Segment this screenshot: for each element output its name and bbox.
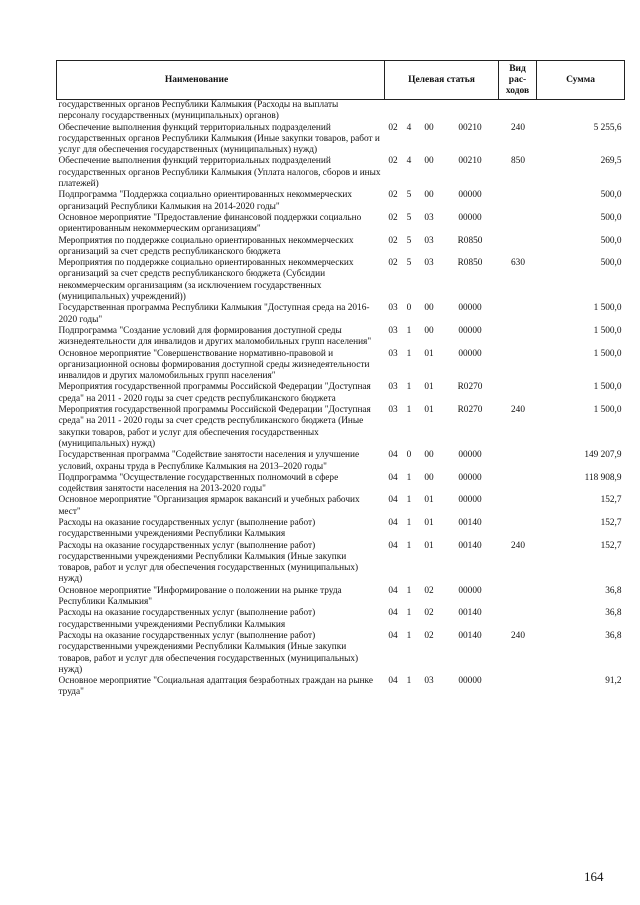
row-expense-kind [499, 190, 537, 213]
row-program-code: 02 [388, 235, 398, 246]
row-event-code: 00 [424, 450, 434, 461]
row-name: Мероприятия государственной программы Российской Федерации "Доступная среда" на 2011 - 2020 годы за счет средств республиканского бюджета (Иные закупки товаров, работ и услуг для обеспечения государственных (муниципальных) нужд) [58, 405, 371, 449]
page-number: 164 [584, 869, 604, 884]
row-sum: 36,8 [605, 630, 622, 641]
row-expense-kind [499, 518, 537, 541]
row-subprogram-code: 1 [406, 540, 412, 551]
table-row [57, 190, 625, 213]
row-direction-code: R0270 [457, 382, 483, 393]
row-program-code: 04 [388, 540, 398, 551]
row-event-code: 01 [424, 405, 434, 416]
row-expense-kind [499, 303, 537, 326]
row-expense-kind [499, 213, 537, 236]
row-name: государственных органов Республики Калмыкия (Расходы на выплаты персоналу государственных (муниципальных) органов) [58, 100, 339, 122]
row-event-code: 01 [424, 495, 434, 506]
row-direction-code: R0850 [457, 258, 483, 269]
row-direction-code: 00140 [458, 630, 482, 641]
header-name: Наименование [57, 61, 385, 100]
row-program-code: 02 [388, 212, 398, 223]
row-sum: 152,7 [600, 517, 622, 528]
row-expense-kind [499, 676, 537, 699]
row-sum: 500,0 [600, 212, 622, 223]
row-event-code: 00 [424, 122, 434, 133]
row-direction-code: 00000 [458, 676, 482, 687]
row-name: Основное мероприятие "Предоставление финансовой поддержки социально ориентированным некоммерческим организациям" [58, 212, 362, 235]
row-expense-kind: 240 [511, 122, 525, 133]
table-row [57, 586, 625, 609]
row-subprogram-code: 1 [406, 585, 412, 596]
row-program-code: 03 [388, 348, 398, 359]
row-sum: 1 500,0 [593, 325, 622, 336]
row-program-code: 03 [388, 382, 398, 393]
row-direction-code: R0270 [457, 405, 483, 416]
row-direction-code: 00000 [458, 303, 482, 314]
header-sum: Сумма [537, 61, 625, 100]
row-sum: 269,5 [600, 156, 622, 167]
row-sum: 500,0 [600, 190, 622, 201]
budget-table [56, 60, 625, 699]
table-row [57, 326, 625, 349]
row-expense-kind: 630 [511, 258, 525, 269]
row-subprogram-code: 1 [406, 630, 412, 641]
row-subprogram-code: 4 [406, 122, 412, 133]
table-row [57, 382, 625, 405]
header-expense-kind: Вид рас-ходов [499, 61, 537, 100]
row-sum: 500,0 [600, 235, 622, 246]
row-name: Подпрограмма "Создание условий для формирования доступной среды жизнедеятельности для инвалидов и других маломобильных групп населения" [58, 325, 372, 348]
row-expense-kind: 240 [511, 405, 525, 416]
table-row [57, 676, 625, 699]
row-expense-kind [499, 450, 537, 473]
row-name: Мероприятия государственной программы Российской Федерации "Доступная среда" на 2011 - 2020 годы за счет средств республиканского бюджета [58, 382, 371, 404]
table-row [57, 100, 625, 123]
table-row [57, 631, 625, 676]
row-name: Расходы на оказание государственных услуг (выполнение работ) государственными учреждениями Республики Калмыкия (Иные закупки товаров, работ и услуг для обеспечения государственных (муниципальных) нужд) [58, 540, 359, 585]
row-event-code: 03 [424, 676, 434, 687]
row-name: Мероприятия по поддержке социально ориентированных некоммерческих организаций за счет средств республиканского бюджета [58, 235, 354, 257]
table-row [57, 495, 625, 518]
row-program-code: 02 [388, 258, 398, 269]
row-program-code: 04 [388, 630, 398, 641]
row-program-code: 03 [388, 303, 398, 314]
table-body [57, 100, 625, 699]
row-subprogram-code: 1 [406, 325, 412, 336]
row-sum: 152,7 [600, 540, 622, 551]
row-name: Расходы на оказание государственных услуг (выполнение работ) государственными учреждениями Республики Калмыкия (Иные закупки товаров, работ и услуг для обеспечения государственных (муниципальных) нужд) [58, 630, 359, 675]
row-event-code [417, 100, 441, 123]
row-name: Государственная программа "Содействие занятости населения и улучшение условий, охраны труда в Республике Калмыкия на 2013–2020 годы" [58, 450, 360, 472]
row-expense-kind [499, 349, 537, 383]
table-row [57, 450, 625, 473]
row-subprogram-code: 1 [406, 472, 412, 483]
row-sum: 36,8 [605, 585, 622, 596]
row-event-code: 00 [424, 303, 434, 314]
table-row [57, 236, 625, 259]
row-event-code: 03 [424, 212, 434, 223]
row-event-code: 03 [424, 235, 434, 246]
row-program-code: 02 [388, 122, 398, 133]
row-direction-code: 00000 [458, 585, 482, 596]
row-subprogram-code: 5 [406, 258, 412, 269]
row-name: Мероприятия по поддержке социально ориентированных некоммерческих организаций за счет средств республиканского бюджета (Субсидии некоммерческим организациям (за исключением государственных (муниципальных) учреждений)) [58, 258, 354, 303]
row-subprogram-code: 5 [406, 190, 412, 201]
row-expense-kind: 850 [511, 156, 525, 167]
row-subprogram-code: 0 [406, 450, 412, 461]
row-program-code: 04 [388, 585, 398, 596]
row-program-code: 04 [388, 450, 398, 461]
row-event-code: 01 [424, 540, 434, 551]
row-name: Подпрограмма "Поддержка социально ориентированных некоммерческих организаций Республики Калмыкия на 2014-2020 годы" [58, 190, 352, 212]
row-sum: 500,0 [600, 258, 622, 269]
row-name: Основное мероприятие "Организация ярмарок вакансий и учебных рабочих мест" [58, 495, 360, 517]
row-expense-kind [499, 608, 537, 631]
row-direction-code: 00210 [458, 156, 482, 167]
row-direction-code: 00140 [458, 608, 482, 619]
row-name: Расходы на оказание государственных услуг (выполнение работ) государственными учреждениями Республики Калмыкия [58, 517, 316, 540]
row-program-code: 03 [388, 405, 398, 416]
row-subprogram-code [401, 100, 417, 123]
row-sum: 1 500,0 [593, 382, 622, 393]
row-name: Расходы на оказание государственных услуг (выполнение работ) государственными учреждениями Республики Калмыкия [58, 608, 316, 630]
row-direction-code: 00000 [458, 495, 482, 506]
table-row [57, 405, 625, 450]
row-program-code: 04 [388, 472, 398, 483]
row-subprogram-code: 5 [406, 235, 412, 246]
row-event-code: 02 [424, 630, 434, 641]
row-program-code: 03 [388, 325, 398, 336]
row-subprogram-code: 1 [406, 517, 412, 528]
row-sum: 1 500,0 [593, 348, 622, 359]
row-program-code: 04 [388, 608, 398, 619]
table-row [57, 258, 625, 303]
row-direction-code: 00000 [458, 190, 482, 201]
row-event-code: 03 [424, 258, 434, 269]
row-sum: 152,7 [600, 495, 622, 506]
row-direction-code: 00140 [458, 540, 482, 551]
table-row [57, 473, 625, 496]
row-program-code: 04 [388, 517, 398, 528]
table-row [57, 123, 625, 157]
table-row [57, 518, 625, 541]
row-sum [537, 100, 625, 123]
table-row [57, 541, 625, 586]
row-subprogram-code: 1 [406, 382, 412, 393]
row-subprogram-code: 1 [406, 676, 412, 687]
table-row [57, 349, 625, 383]
row-event-code: 00 [424, 472, 434, 483]
row-sum: 91,2 [605, 676, 622, 687]
row-sum: 118 908,9 [584, 472, 622, 483]
row-expense-kind [499, 495, 537, 518]
row-sum: 1 500,0 [593, 303, 622, 314]
row-program-code: 02 [388, 190, 398, 201]
row-direction-code: 00000 [458, 212, 482, 223]
row-event-code: 01 [424, 348, 434, 359]
row-name: Подпрограмма "Осуществление государственных полномочий в сфере содействия занятости населения на 2013-2020 годы" [58, 472, 339, 495]
row-expense-kind [499, 586, 537, 609]
row-name: Основное мероприятие "Информирование о положении на рынке труда Республики Калмыкия" [58, 585, 342, 608]
row-subprogram-code: 1 [406, 405, 412, 416]
row-program-code: 04 [388, 676, 398, 687]
row-subprogram-code: 1 [406, 495, 412, 506]
row-sum: 149 207,9 [584, 450, 622, 461]
table-row [57, 156, 625, 190]
row-direction-code: 00000 [458, 472, 482, 483]
row-expense-kind [499, 236, 537, 259]
row-subprogram-code: 0 [406, 303, 412, 314]
row-subprogram-code: 1 [406, 608, 412, 619]
row-name: Основное мероприятие "Совершенствование нормативно-правовой и организационной основы формирования доступной среды жизнедеятельности инвалидов и других маломобильных групп населения" [58, 348, 370, 382]
row-name: Государственная программа Республики Калмыкия "Доступная среда на 2016-2020 годы" [58, 303, 370, 325]
row-program-code [385, 100, 401, 123]
table-row [57, 608, 625, 631]
row-event-code: 01 [424, 517, 434, 528]
row-event-code: 02 [424, 585, 434, 596]
row-expense-kind [499, 382, 537, 405]
row-name: Обеспечение выполнения функций территориальных подразделений государственных органов Республики Калмыкия (Уплата налогов, сборов и иных платежей) [58, 156, 381, 190]
row-direction-code: 00140 [458, 517, 482, 528]
row-direction-code: 00210 [458, 122, 482, 133]
row-event-code: 01 [424, 382, 434, 393]
row-expense-kind [499, 100, 537, 123]
row-expense-kind: 240 [511, 630, 525, 641]
header-target-article: Целевая статья [385, 61, 499, 100]
row-event-code: 00 [424, 325, 434, 336]
row-program-code: 04 [388, 495, 398, 506]
row-event-code: 00 [424, 156, 434, 167]
row-name: Основное мероприятие "Социальная адаптация безработных граждан на рынке труда" [58, 676, 373, 698]
row-subprogram-code: 4 [406, 156, 412, 167]
row-sum: 1 500,0 [593, 405, 622, 416]
table-header-row [57, 61, 625, 100]
row-subprogram-code: 1 [406, 348, 412, 359]
row-direction-code: 00000 [458, 325, 482, 336]
row-event-code: 00 [424, 190, 434, 201]
row-subprogram-code: 5 [406, 212, 412, 223]
table-row [57, 303, 625, 326]
row-event-code: 02 [424, 608, 434, 619]
row-expense-kind [499, 473, 537, 496]
row-expense-kind: 240 [511, 540, 525, 551]
row-direction-code [441, 100, 499, 123]
row-expense-kind [499, 326, 537, 349]
row-program-code: 02 [388, 156, 398, 167]
row-direction-code: R0850 [457, 235, 483, 246]
row-sum: 36,8 [605, 608, 622, 619]
row-direction-code: 00000 [458, 450, 482, 461]
row-name: Обеспечение выполнения функций территориальных подразделений государственных органов Республики Калмыкия (Иные закупки товаров, работ и услуг для обеспечения государственных (муниципальных) нужд) [58, 122, 380, 156]
row-sum: 5 255,6 [593, 122, 622, 133]
table-row [57, 213, 625, 236]
row-direction-code: 00000 [458, 348, 482, 359]
